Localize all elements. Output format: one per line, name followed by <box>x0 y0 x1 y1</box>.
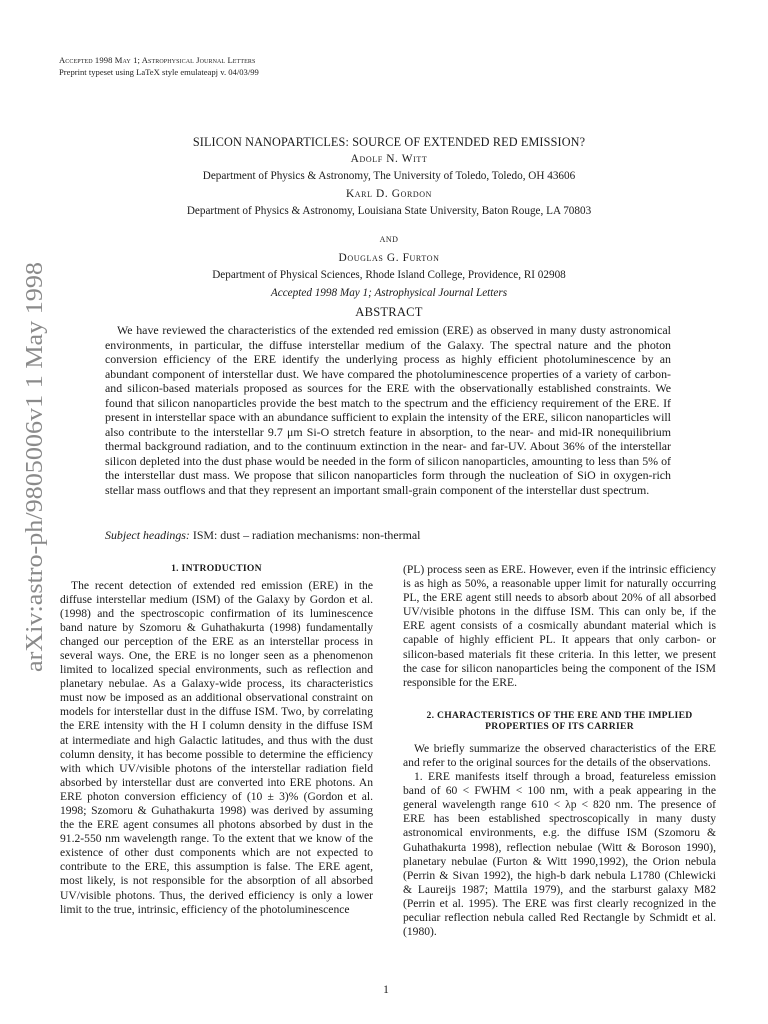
introduction-paragraph: The recent detection of extended red emission (ERE) in the diffuse interstellar medium (ISM) of the Galaxy by Gordon et al. (1998) and the spectroscopic confirmation of its luminescence band nature by Szomoru & Guhathakurta (1998) fundamentally changed our perception of the ERE as an interstellar process in several ways. One, the ERE is no longer seen as a phenomenon limited to localized special environments, such as reflection and planetary nebulae. As a Galaxy-wide process, its characteristics must now be imposed as an additional observational constraint on models for interstellar dust in the diffuse ISM. Two, by correlating the ERE intensity with the H I column density in the diffuse ISM at intermediate and high Galactic latitudes, and thus with the dust column density, it has become possible to determine the efficiency with which UV/visible photons of the interstellar radiation field absorbed by interstellar dust are converted into ERE photons. An ERE photon conversion efficiency of (10 ± 3)% (Gordon et al. 1998; Szomoru & Guhathakurta 1998) was derived by assuming the the ERE agent consumes all photons absorbed by dust in the 91.2-550 nm wavelength range. To the extent that we know of the existence of other dust components which are not expected to contribute to the ERE, this assumption is false. The ERE agent, most likely, is not responsible for the absorption of all absorbed UV/visible photons. Thus, the derived efficiency is only a lower limit to the true, intrinsic, efficiency of the photoluminescence <box>60 578 373 916</box>
journal-header <box>59 54 559 78</box>
section-heading-characteristics: 2. CHARACTERISTICS OF THE ERE AND THE IMPLIED PROPERTIES OF ITS CARRIER <box>426 709 693 733</box>
author-name: Adolf N. Witt <box>350 153 428 166</box>
page-number: 1 <box>383 984 389 996</box>
characteristics-paragraph: 1. ERE manifests itself through a broad, featureless emission band of 60 < FWHM < 100 nm, with a peak appearing in the general wavelength range 610 < λp < 820 nm. The presence of ERE has been established spectroscopically in many dusty astronomical environments, e.g. the diffuse ISM (Szomoru & Guhathakurta 1998), reflection nebulae (Witt & Boroson 1990), planetary nebulae (Furton & Witt 1990,1992), the Orion nebula (Perrin & Sivan 1992), the high-b dark nebula L1780 (Chlewicki & Laureijs 1987; Mattila 1979), and the starburst galaxy M82 (Perrin et al. 1995). The ERE was first clearly recognized in the peculiar reflection nebula called Red Rectangle by Schmidt et al. (1980). <box>403 770 716 939</box>
author-affiliation: Department of Physical Sciences, Rhode Island College, Providence, RI 02908 <box>212 269 566 282</box>
section-heading-introduction: 1. INTRODUCTION <box>171 563 262 574</box>
characteristics-paragraph: We briefly summarize the observed characteristics of the ERE and refer to the original sources for the details of the observations. <box>403 741 716 769</box>
preprint-line: Preprint typeset using LaTeX style emulateapj v. 04/03/99 <box>59 67 259 77</box>
accepted-note: Accepted 1998 May 1; Astrophysical Journal Letters <box>270 286 508 299</box>
arxiv-identifier-text: arXiv:astro-ph/9805006v1 1 May 1998 <box>22 295 48 672</box>
introduction-paragraph-continued: (PL) process seen as ERE. However, even if the intrinsic efficiency is as high as 50%, a reasonable upper limit for naturally occurring PL, the ERE agent still needs to absorb about 20% of all absorbed UV/visible photons in the diffuse ISM. This can only be, if the ERE agent consists of a cosmically abundant material which is capable of highly efficient PL. It appears that only carbon- or silicon-based materials fit these criteria. In this letter, we present the case for silicon nanoparticles being the component of the ISM responsible for the ERE. <box>403 563 716 689</box>
right-column <box>403 563 716 939</box>
abstract-heading: ABSTRACT <box>355 305 423 319</box>
arxiv-identifier <box>20 262 48 672</box>
subject-headings <box>105 528 671 543</box>
author-name: Karl D. Gordon <box>345 187 433 200</box>
title-block <box>100 134 678 302</box>
author-affiliation: Department of Physics & Astronomy, The University of Toledo, Toledo, OH 43606 <box>202 170 576 183</box>
subject-headings-value: ISM: dust – radiation mechanisms: non-thermal <box>192 528 421 542</box>
subject-headings-label: Subject headings: <box>105 528 190 542</box>
paper-title: SILICON NANOPARTICLES: SOURCE OF EXTENDED RED EMISSION? <box>192 135 586 149</box>
author-name: Douglas G. Furton <box>338 252 440 265</box>
author-separator: and <box>379 233 399 246</box>
author-affiliation: Department of Physics & Astronomy, Louisiana State University, Baton Rouge, LA 70803 <box>186 204 592 217</box>
abstract-body: We have reviewed the characteristics of the extended red emission (ERE) as observed in many dusty astronomical environments, in particular, the diffuse interstellar medium of the Galaxy. The spectral nature and the photon conversion efficiency of the ERE identify the underlying process as highly efficient photoluminescence by an abundant component of interstellar dust. We have compared the photoluminescence properties of a variety of carbon- and silicon-based materials proposed as sources for the ERE with the observationally established constraints. We found that silicon nanoparticles provide the best match to the spectrum and the efficiency requirement of the ERE. If present in interstellar space with an abundance sufficient to explain the intensity of the ERE, silicon nanoparticles will also contribute to the interstellar 9.7 μm Si-O stretch feature in absorption, to the near- and mid-IR nonequilibrium thermal background radiation, and to the continuum extinction in the near- and far-UV. About 36% of the interstellar silicon depleted into the dust phase would be needed in the form of silicon nanoparticles, amounting to less than 5% of the interstellar dust mass. We propose that silicon nanoparticles form through the nucleation of SiO in oxygen-rich stellar mass outflows and that they represent an important small-grain component of the interstellar dust spectrum. <box>105 323 671 498</box>
journal-accept-line: Accepted 1998 May 1; Astrophysical Journal Letters <box>59 55 256 65</box>
left-column <box>60 563 373 917</box>
